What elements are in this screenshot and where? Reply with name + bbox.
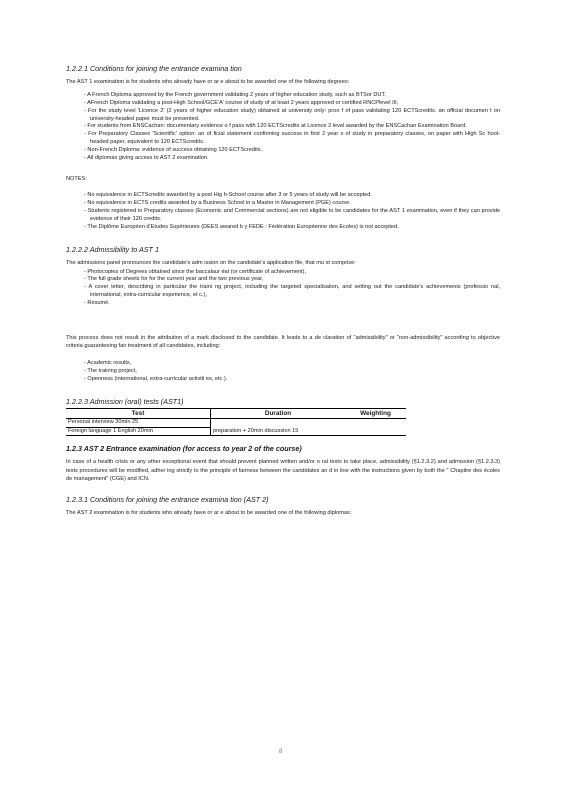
table-cell: Personal interview 30min 25 xyxy=(66,419,211,428)
criteria-list xyxy=(66,360,500,383)
list-item: - AFrench Diploma validating a post-High School/GCE'A' course of study of at least 2 years approved or certified RNCPlevel III, xyxy=(84,100,500,108)
table-header-row xyxy=(66,409,406,419)
list-item: - The training project, xyxy=(84,368,500,376)
column-header: Weighting xyxy=(345,409,406,419)
list-item: - All diplomas giving access to AST 2 examination. xyxy=(84,155,500,163)
list-item: - The Diplôme Européen d'Etudes Supérieures (DEES awared b y FEDE : Fédération Européenne des Ecoles) is not accepted. xyxy=(84,224,500,232)
admission-tests-table xyxy=(66,408,406,436)
document-page xyxy=(66,64,500,523)
table-cell: Foreign language 1 English 20min xyxy=(66,427,211,436)
section-heading-1-2-2-3: 1.2.2.3 Admission (oral) tests (AST1) xyxy=(66,397,184,407)
list-item: - Non-French Diploma: evidence of success obtaining 120 ECTScredits. xyxy=(84,147,500,155)
table-row xyxy=(66,419,406,428)
paragraph-admissibility-intro: The admissions panel pronounces the candidate's adm ission on the candidate's application file, that mu st comprise: xyxy=(66,260,356,267)
list-item: - Students registered in Preparatory classes (Economic and Commercial sections) are not eligible to be candidates for the AST 1 examination, even if they can provide evidence of their 120 credits. xyxy=(84,208,500,224)
paragraph-ast1-intro: The AST 1 examination is for students who already have or ar e about to be awarded one of the following degrees: xyxy=(66,79,350,85)
list-item: - No equivalence in ECTS credits awarded by a Business School in a Master in Management (PGE) course. xyxy=(84,200,500,208)
section-heading-1-2-3: 1.2.3 AST 2 Entrance examination (for access to year 2 of the course) xyxy=(66,444,302,454)
paragraph-health-crisis: In case of a health crisis or any other exceptional event that should prevent planned written and/or o ral tests to take place, admissibility (§1.2.3.2) and admission (§1.2.3.3) tests procedures will be modified, adher ing strictly to the principle of fairness between the candidates an d in line with the instructions given by both the " Chapitre des écoles de management" (CGE) and ICN. xyxy=(66,459,500,482)
paragraph-admissibility-process: This process does not result in the attribution of a mark disclosed to the candidate. It leads to a de claration of "admissibility" or "non-admissibility" according to objective criteria guaranteeing fair treatment of all candidates, including: xyxy=(66,334,500,349)
section-heading-1-2-3-1: 1.2.3.1 Conditions for joining the entrance examina tion (AST 2) xyxy=(66,494,269,504)
notes-label: NOTES: xyxy=(66,176,87,183)
table-cell xyxy=(211,419,346,428)
list-item: - For students from ENSCachan: documentary evidence o f pass with 120 ECTScredits at Licence 2 level awarded by the ENSCachan Examination Board. xyxy=(84,123,500,131)
column-header: Test xyxy=(66,409,211,419)
table-cell xyxy=(345,427,406,436)
list-item: - The full grade sheets for for the current year and the two previous year, xyxy=(84,276,500,284)
list-item: - A cover letter, describing in particular the traini ng project, including the targeted specialisation, and setting out the candidate's achievements (professio nal, international, extra-curricular experience, et c.), xyxy=(84,284,500,300)
list-item: - Resumé. xyxy=(84,300,500,308)
page-number: 8 xyxy=(279,749,283,755)
list-item: - No equivalence in ECTScredits awarded by a post Hig h-School course after 3 or 5 years of study will be accepted. xyxy=(84,192,500,200)
paragraph-ast2-intro: The AST 2 examination is for students who already have or ar e about to be awarded one of the following diplomas: xyxy=(66,509,352,516)
table-cell: preparation + 20min discussion 15 xyxy=(211,427,346,436)
column-header: Duration xyxy=(211,409,346,419)
section-heading-1-2-2-1: 1.2.2.1 Conditions for joining the entrance examina tion xyxy=(66,64,242,73)
list-item: - For the study level 'Licence 2' (2 years of higher education study) obtained at university only: proo f of pass validating 120 ECTScredits. an official documen t on university-headed paper must be presented. xyxy=(84,108,500,124)
list-item: - Openness (international, extra-curricular activiti es, etc.). xyxy=(84,376,500,384)
list-item: - Photocopies of Degrees obtained since the baccalaur éat (or certificate of achievement), xyxy=(84,269,500,277)
table-row xyxy=(66,427,406,436)
section-heading-1-2-2-2: 1.2.2.2 Admissibility to AST 1 xyxy=(66,245,159,255)
table-cell xyxy=(345,419,406,428)
list-item: - Academic results, xyxy=(84,360,500,368)
notes-list xyxy=(66,192,500,231)
degree-list xyxy=(66,92,500,162)
application-file-list xyxy=(66,269,500,308)
list-item: - For Preparatory Classes 'Scientific' option: an of ficial statement confirming success in first 2 year s of study in preparatory classes, on paper with High Sc hool-headed paper, equivalent to 120 ECTScredits. xyxy=(84,131,500,147)
list-item: - A French Diploma approved by the French government validating 2 years of higher education study, such as BTSor DUT. xyxy=(84,92,500,100)
